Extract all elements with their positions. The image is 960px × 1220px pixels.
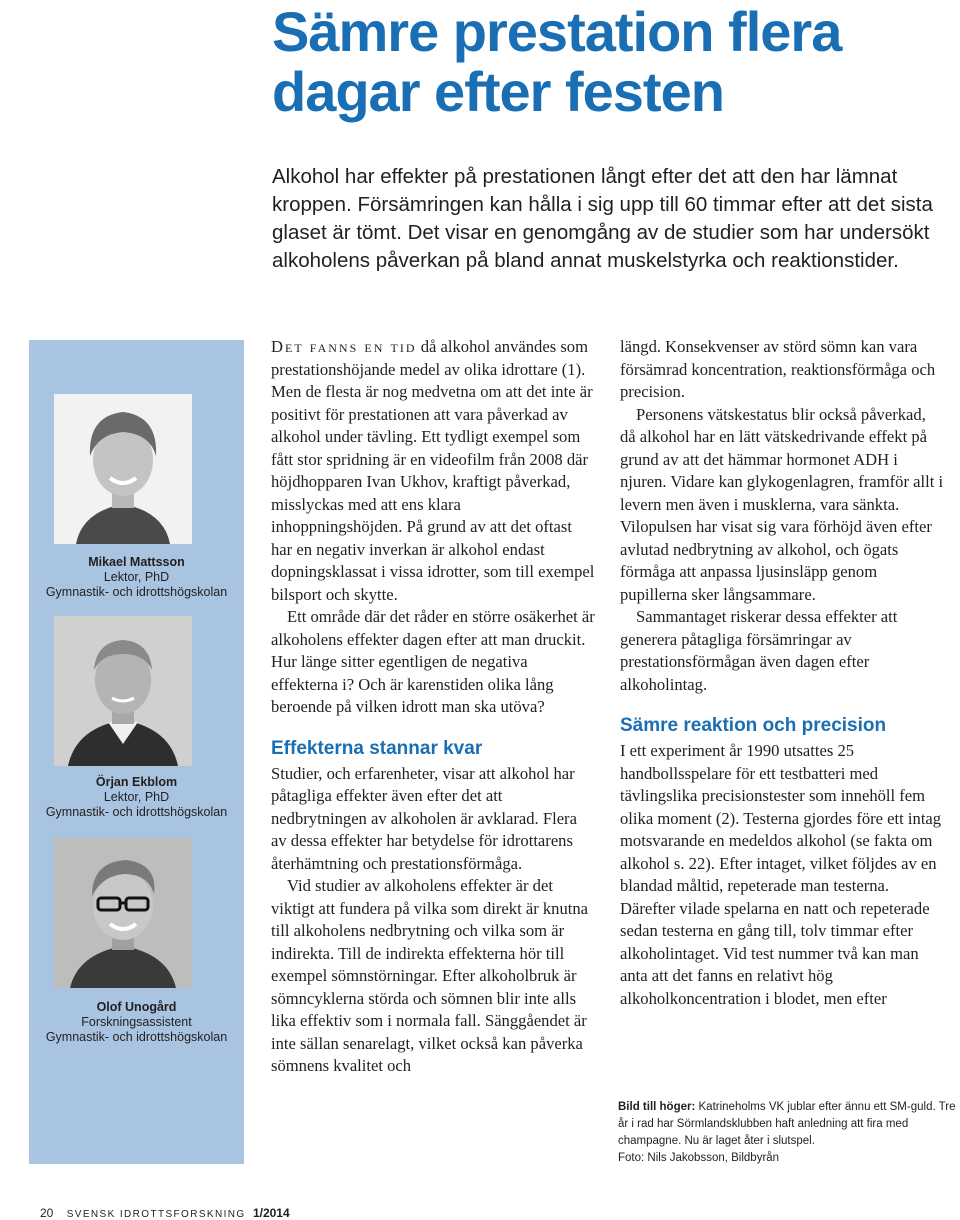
author-sidebar xyxy=(29,340,244,1164)
body-paragraph: Vid studier av alkoholens effekter är det viktigt att fundera på vilka som direkt är knutna till alkoholens nedbrytning och vilka som är indirekta. Till de indirekta effekterna hör till exempel sömnstörningar. Efter alkoholbruk är sömncyklerna störda och sömnen blir inte alls lika effektiv som i normala fall. Sänggåendet är inte sällan senarelagt, vilket också kan påverka sömnens kvalitet och xyxy=(271,876,589,1075)
body-paragraph: I ett experiment år 1990 utsattes 25 handbollsspelare för ett testbatteri med tävlingslika precisionstester som innehöll fem olika moment (2). Testerna gjordes före ett intag motsvarande en medeldos alkohol (se fakta om alkohol s. 22). Efter intaget, vilket följdes av en blandad måltid, repeterade man testerna. Därefter vilade spelarna en natt och repeterade sedan testerna en gång till, tolv timmar efter alkoholintaget. Vid test nummer två kan man anta att det fanns en relativt hög alkoholkoncentration i blodet, men efter xyxy=(620,741,942,1008)
author-card-unogard xyxy=(29,1000,244,1045)
author-card-ekblom xyxy=(29,775,244,820)
magazine-name: SVENSK IDROTTSFORSKNING xyxy=(66,1209,246,1220)
issue-number: 1/2014 xyxy=(252,1206,290,1220)
caption-text: Katrineholms VK jublar efter ännu ett SM-guld. Tre år i rad har Sörmlandsklubben haft anledning att fira med champagne. Nu är laget åter i slutspel. xyxy=(618,1101,956,1147)
body-paragraph: Personens vätskestatus blir också påverkad, då alkohol har en lätt vätskedrivande effekt på grund av att det hämmar hormonet ADH i njuren. Vidare kan glykogenlagren, framför allt i levern men även i musklerna, vara sänkta. Vilopulsen har visat sig vara förhöjd även efter avlutad nedbrytning av alkohol, och ögats förmåga att anpassa ljusinsläpp genom pupillerna sker långsammare. xyxy=(620,404,944,604)
page-footer xyxy=(40,1206,290,1220)
caption-credit: Foto: Nils Jakobsson, Bildbyrån xyxy=(618,1152,780,1164)
body-paragraph: Ett område där det råder en större osäkerhet är alkoholens effekter dagen efter att man druckit. Hur länge sitter egentligen de negativa effekterna i? Och är karenstiden olika lång beroende på vilken idrott man ska utöva? xyxy=(271,607,595,716)
author-photo-unogard xyxy=(54,838,192,988)
author-org: Gymnastik- och idrottshögskolan xyxy=(45,1030,228,1044)
headline-line-1: Sämre prestation flera xyxy=(272,0,842,63)
body-paragraph: längd. Konsekvenser av störd sömn kan vara försämrad koncentration, reaktionsförmåga och precision. xyxy=(620,337,936,401)
section-heading: Sämre reaktion och precision xyxy=(620,715,887,736)
lead-paragraph: Alkohol har effekter på prestationen långt efter det att den har lämnat kroppen. Försämringen kan hålla i sig upp till 60 timmar efter att det sista glaset är tömt. Det visar en genomgång av de studier som har undersökt alkoholens påverkan på bland annat muskelstyrka och reaktionstider. xyxy=(272,165,933,272)
body-paragraph: Sammantaget riskerar dessa effekter att generera påtagliga försämringar av prestationsförmågan även dagen efter alkoholintag. xyxy=(620,607,898,694)
body-column-2 xyxy=(620,336,945,1010)
section-heading: Effekterna stannar kvar xyxy=(271,737,483,759)
author-name: Mikael Mattsson xyxy=(88,555,185,569)
author-title: Lektor, PhD xyxy=(103,790,170,804)
author-title: Lektor, PhD xyxy=(103,570,170,584)
body-paragraph: Studier, och erfarenheter, visar att alkohol har påtagliga effekter även efter det att nedbrytningen av alkoholen är avklarad. Flera av dessa effekter har betydelse för idrottarens återhämtning och prestationsförmåga. xyxy=(271,763,577,873)
author-title: Forskningsassistent xyxy=(81,1015,192,1029)
caption-label: Bild till höger: xyxy=(618,1101,696,1113)
opening-small-caps: Det fanns en tid xyxy=(271,337,417,356)
author-name: Olof Unogård xyxy=(96,1000,177,1014)
author-photo-mattsson xyxy=(54,394,192,544)
author-photo-ekblom xyxy=(54,616,192,766)
body-column-1 xyxy=(271,336,596,1078)
photo-caption xyxy=(618,1099,958,1167)
body-paragraph: Det fanns en tid då alkohol användes som prestationshöjande medel av olika idrottare (1). Men de flesta är nog medvetna om att det inte är positivt för prestationen att vara påverkad av alkohol under tävling. Ett tydligt exempel som fått stor spridning är en videofilm från 2008 där höjdhopparen Ivan Ukhov, kraftigt påverkad, misslyckas med att ens klara inhoppningshöjden. På grund av att det oftast har en negativ inverkan är alkohol endast dopningsklassat i vissa idrotter, som till exempel bilsport och skytte. xyxy=(271,337,595,604)
author-card-mattsson xyxy=(29,555,244,600)
page-number: 20 xyxy=(40,1206,54,1220)
author-org: Gymnastik- och idrottshögskolan xyxy=(45,585,228,599)
author-org: Gymnastik- och idrottshögskolan xyxy=(45,805,228,819)
author-name: Örjan Ekblom xyxy=(95,775,178,789)
article-headline xyxy=(272,2,952,122)
headline-line-2: dagar efter festen xyxy=(272,60,724,123)
